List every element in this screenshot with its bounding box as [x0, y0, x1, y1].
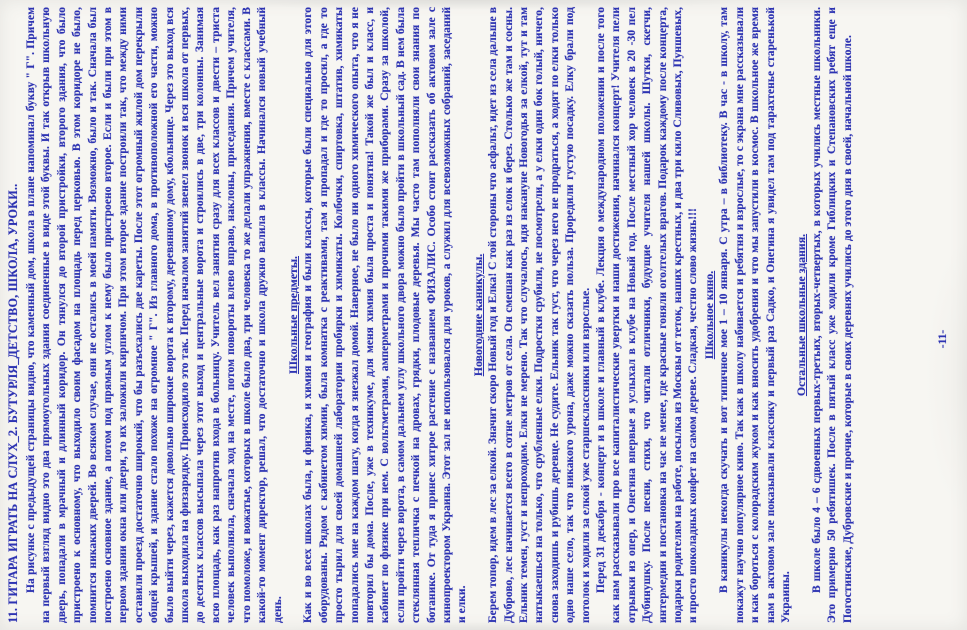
section-heading: Школьное кино.: [701, 270, 716, 360]
paragraph: На рисунке с предыдущей страницы видно, что каменный дом, школа в плане напоминал букву " Г". Причем на первый взгляд видно это два прямоугольных здания соединенные в виде этой буквы. И так открыв школьную дверь, попадали в мрачный и длинный коридор. Он тянулся до второй пристройки, второго здания, что было пристроено к основному, что выходило своим фасадом на площадь перед церковью. В этом коридоре не было, помнится никаких дверей. Во всяком случае, они не остались в моей памяти. Возможно, было и так. Сначала был построено основное здание, а потом под прямым углом к нему было пристроено второе. Если и были при этом в первом здании окна или двери, то их заложили кирпичом. При этом второе здание построили так, что между ними оставили проезд достаточно широкий, что бы разъехались две кареты. После этот огромный жилой дом перекрыли общей крышей, и здание стало похоже на огромное " Г". Из главного дома, в противоположной его части, можно было выйти через, кажется довольно широкие ворота к второму, деревянному дому, кбольнице. Через это выход вся школа выходила на физзарядку. Происходило это так. Перед началом занятий звенел звонок и вся школа от первых, до десятых классов высыпала через этот выход и центральные ворота и строились в две, три колонны. Занимая всю площадь, как раз напротив входа в больницу. Учитель вел занятия сразу для всех классов и двести – триста человек выполняла, сначала ход на месте, потом повороты влево вправо, наклоны, приседания. Причем учителя, что помоложе, и вожатые, которых в школе было два, три человека то же делали упражнения, вместе с классами. В какой-то момент директор, решал, что достаточно и школа дружно валила в классы. Начинался новый учебный день.: [25, 7, 284, 623]
page-number: -11-: [937, 329, 949, 349]
document-title: 11. ГИТАРА ИГРАТЬ НА СЛУХ_2. БУТУРЛЯ_ДЕТСТВО, ШКОЛА, УРОКИ..: [6, 183, 20, 623]
paragraph: В школе было 4 – 6 сдвоенных первых-третьих, вторых-четвертых, в которых учились местные школьники. Это примерно 50 ребятишек. После в пятый класс уже ходили кроме Гиблицких и Степановских ребят еще и Погостинские, Дубровские и прочие, которые в своих деревнях учились до этого дня в своей, начальной школе.: [810, 7, 854, 623]
paragraph: В каникулы некогда скучать и вот типичное мое 1 – 10 января. С утра – в библиотеку. В час - в школу, там покажут научно популярное кино. Так как в школу набивается и ребятня и взрослые, то с экрана мне рассказывали и как бороться с колорадским жуком и как вносить удобрения и что мы запустили в космос. В школьное же время нам в актовом зале показывали классику и первый раз Садко, и Онегина я увидел там под тарахтенье старенькой Украины.: [718, 7, 792, 623]
paragraph: Как и во всех школах была, и физика, и химия и география и были классы, которые были специально для этого оборудованы. Рядом с кабинетом химии, была комнатка с реактивами, там я пропадал и где то просил, а где то просто тырил для своей домашней лаборатории пробирки и химикаты. Колбочки, спиртовка, штатив, химикаты попадались мне на каждом шагу, когда я знезжал домой. Наверное, не было ни одного химического опыта, что я не повторил бы дома. После, уже в техникуме, для меня химия была проста и понятна! Такой же был и класс, и кабинет по физике при нем. С вольтметрами, амперметрами и прочими такими же приборами. Сразу за школой, если пройти через ворота, в самом дальнем углу школьного двора можно было пройти в школьный сад. В нем была стеклянная тепличка с печкой на дровах, грядки, плодовые деревья. Мы часто там пополняли свои знания по ботанике. От туда я принес хитрое растение с названием ФИЗАЛИС. Особо стоит рассказать об актовом зале с кинопроектором Украина. Этот зал не использовался для уроков, а служил для всевозможных собраний, заседаний и елки.: [302, 7, 469, 623]
section-heading: Остальные школьные здания.: [794, 233, 809, 397]
paragraph: Перед 31 декабря - концерт и в школе и главный в клубе. Лекция о международном положении и после того как нам рассказывали про все капиталистические увертки и наши достижения, начинался концерт! Учителя пели отрывки из опер, и Онегина впервые я услыхал в клубе на Новый год. После местный хор человек в 20 -30 пел Дубинушку. После песни, стихи, что читали отличники, будущие учителя нашей школы. Шутки, скетчи, интермедии и постановка на час не менее, где красные гоняли оголтелых врагов. Подарок каждому после концерта, подарки родителям на работе, посылка из Москвы от теток, наших крестных, и два три кило Сливовых, Пуншевых, и просто шоколадных конфет на самом дереве. Сладкая, честно слово жизнь!!!: [595, 7, 700, 623]
section-heading: Школьные предметы.: [285, 255, 300, 375]
paragraph: Берем топор, идем в лес за елкой. Значит скоро Новый год и Елка! С той стороны что асфальт, идет из села дальше в Дуброво, лес начинается всего в сотне метров от села. Он смешан как раз из елок и берез. Столько же там и сосны. Ельник темен, густ и непроходим. Елки не мерено. Так что случалось, идя накануне Новогодья за елкой, тут и там натыкаешься на только, что срубленные елки. Подростки срубили, не посмотрели, а у елки один бок голый, ничего, снова заходишь и рубишь деревце. Не судите. Ельник так густ, что через него не продраться, а ходят по елки только одно наше село, так что никакого урона, даже можно сказать польза. Проредили густую посадку. Елку брали под потолок и ходили за елкой уже старшеклассники или взрослые.: [487, 7, 592, 623]
document-body: [24, 7, 856, 623]
section-heading: Новогодние каникулы.: [470, 253, 485, 377]
